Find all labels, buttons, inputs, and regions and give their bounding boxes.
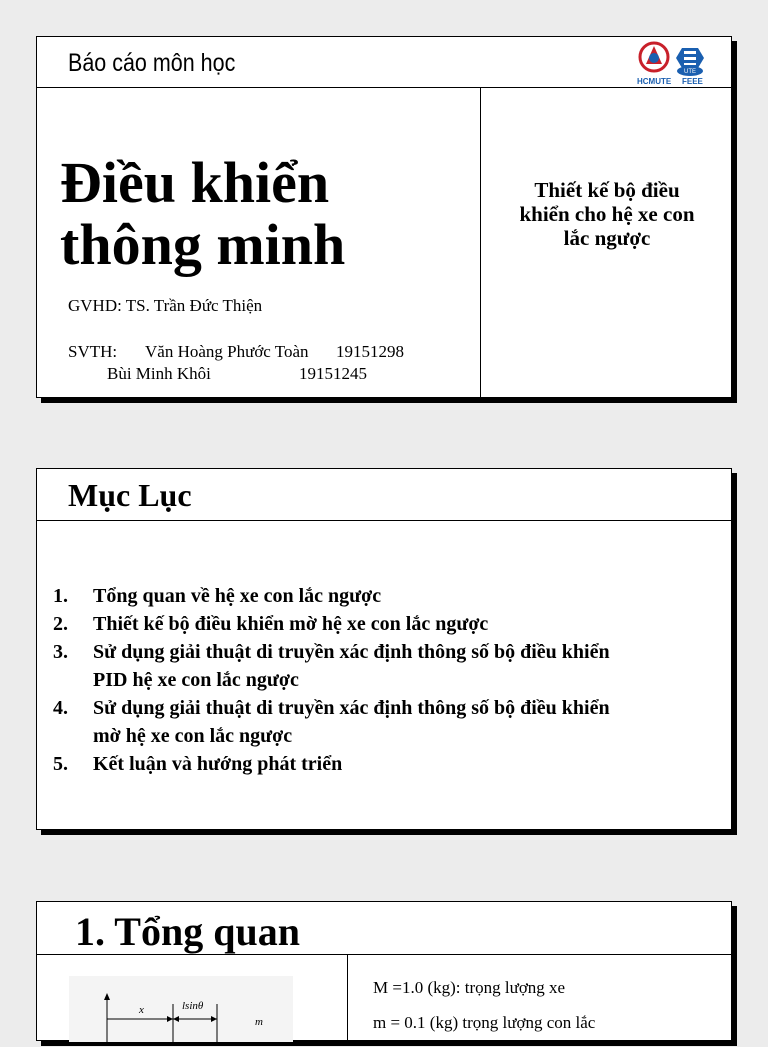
toc-item-number: 5. xyxy=(53,753,68,775)
student1-name: Văn Hoàng Phước Toàn xyxy=(145,342,309,361)
toc-item-text: Sử dụng giải thuật di truyền xác định thông số bộ điều khiển xyxy=(93,697,610,719)
toc-item-text-cont: mờ hệ xe con lắc ngược xyxy=(93,725,293,747)
overview-header-divider xyxy=(37,954,731,955)
toc-item xyxy=(53,582,610,610)
toc-item xyxy=(53,694,610,750)
diagram-x-label: x xyxy=(139,1004,144,1016)
toc-item xyxy=(53,750,610,778)
course-title-line2: thông minh xyxy=(60,212,346,277)
toc-list xyxy=(53,582,610,778)
toc-item-number: 4. xyxy=(53,697,68,719)
toc-item-text: Kết luận và hướng phát triển xyxy=(93,753,343,775)
param-pendulum-mass: m = 0.1 (kg) trọng lượng con lắc xyxy=(373,1013,596,1032)
cover-slide xyxy=(36,36,732,398)
cart-pendulum-diagram xyxy=(69,976,293,1042)
subtitle-line2: khiển cho hệ xe con xyxy=(519,202,695,226)
toc-item-text: Sử dụng giải thuật di truyền xác định thông số bộ điều khiển xyxy=(93,641,610,663)
university-logo xyxy=(635,40,715,88)
student1-id: 19151298 xyxy=(336,342,404,361)
project-subtitle xyxy=(481,178,733,250)
feee-logo-text: FEEE xyxy=(682,77,703,86)
course-title-line1: Điều khiển xyxy=(60,150,330,215)
hcmute-logo-text: HCMUTE xyxy=(637,77,672,86)
supervisor-text: GVHD: TS. Trần Đức Thiện xyxy=(68,296,263,315)
toc-slide xyxy=(36,468,732,830)
toc-item-text: Thiết kế bộ điều khiển mờ hệ xe con lắc ngược xyxy=(93,613,489,635)
toc-item-number: 3. xyxy=(53,641,68,663)
svg-text:UTE: UTE xyxy=(684,69,696,75)
overview-title: 1. Tổng quan xyxy=(75,909,300,954)
toc-item-number: 2. xyxy=(53,613,68,635)
header-divider xyxy=(37,87,731,88)
diagram-lsin-label: lsinθ xyxy=(182,1000,204,1012)
toc-item-text: Tổng quan về hệ xe con lắc ngược xyxy=(93,585,382,607)
toc-header-divider xyxy=(37,520,731,521)
diagram-m-label: m xyxy=(255,1016,263,1028)
toc-item-text-cont: PID hệ xe con lắc ngược xyxy=(93,669,299,691)
students-label: SVTH: xyxy=(68,342,118,361)
toc-item xyxy=(53,638,610,694)
toc-item-number: 1. xyxy=(53,585,68,607)
student2-name: Bùi Minh Khôi xyxy=(107,364,211,383)
param-cart-mass: M =1.0 (kg): trọng lượng xe xyxy=(373,978,566,997)
subtitle-line3: lắc ngược xyxy=(563,226,651,250)
toc-title: Mục Lục xyxy=(68,477,192,513)
subtitle-line1: Thiết kế bộ điều xyxy=(534,178,680,202)
overview-column-divider xyxy=(347,954,348,1040)
cart-pendulum-icon xyxy=(69,976,293,1042)
student2-id: 19151245 xyxy=(299,364,367,383)
course-report-label: Báo cáo môn học xyxy=(68,49,236,77)
overview-slide xyxy=(36,901,732,1041)
toc-item xyxy=(53,610,610,638)
